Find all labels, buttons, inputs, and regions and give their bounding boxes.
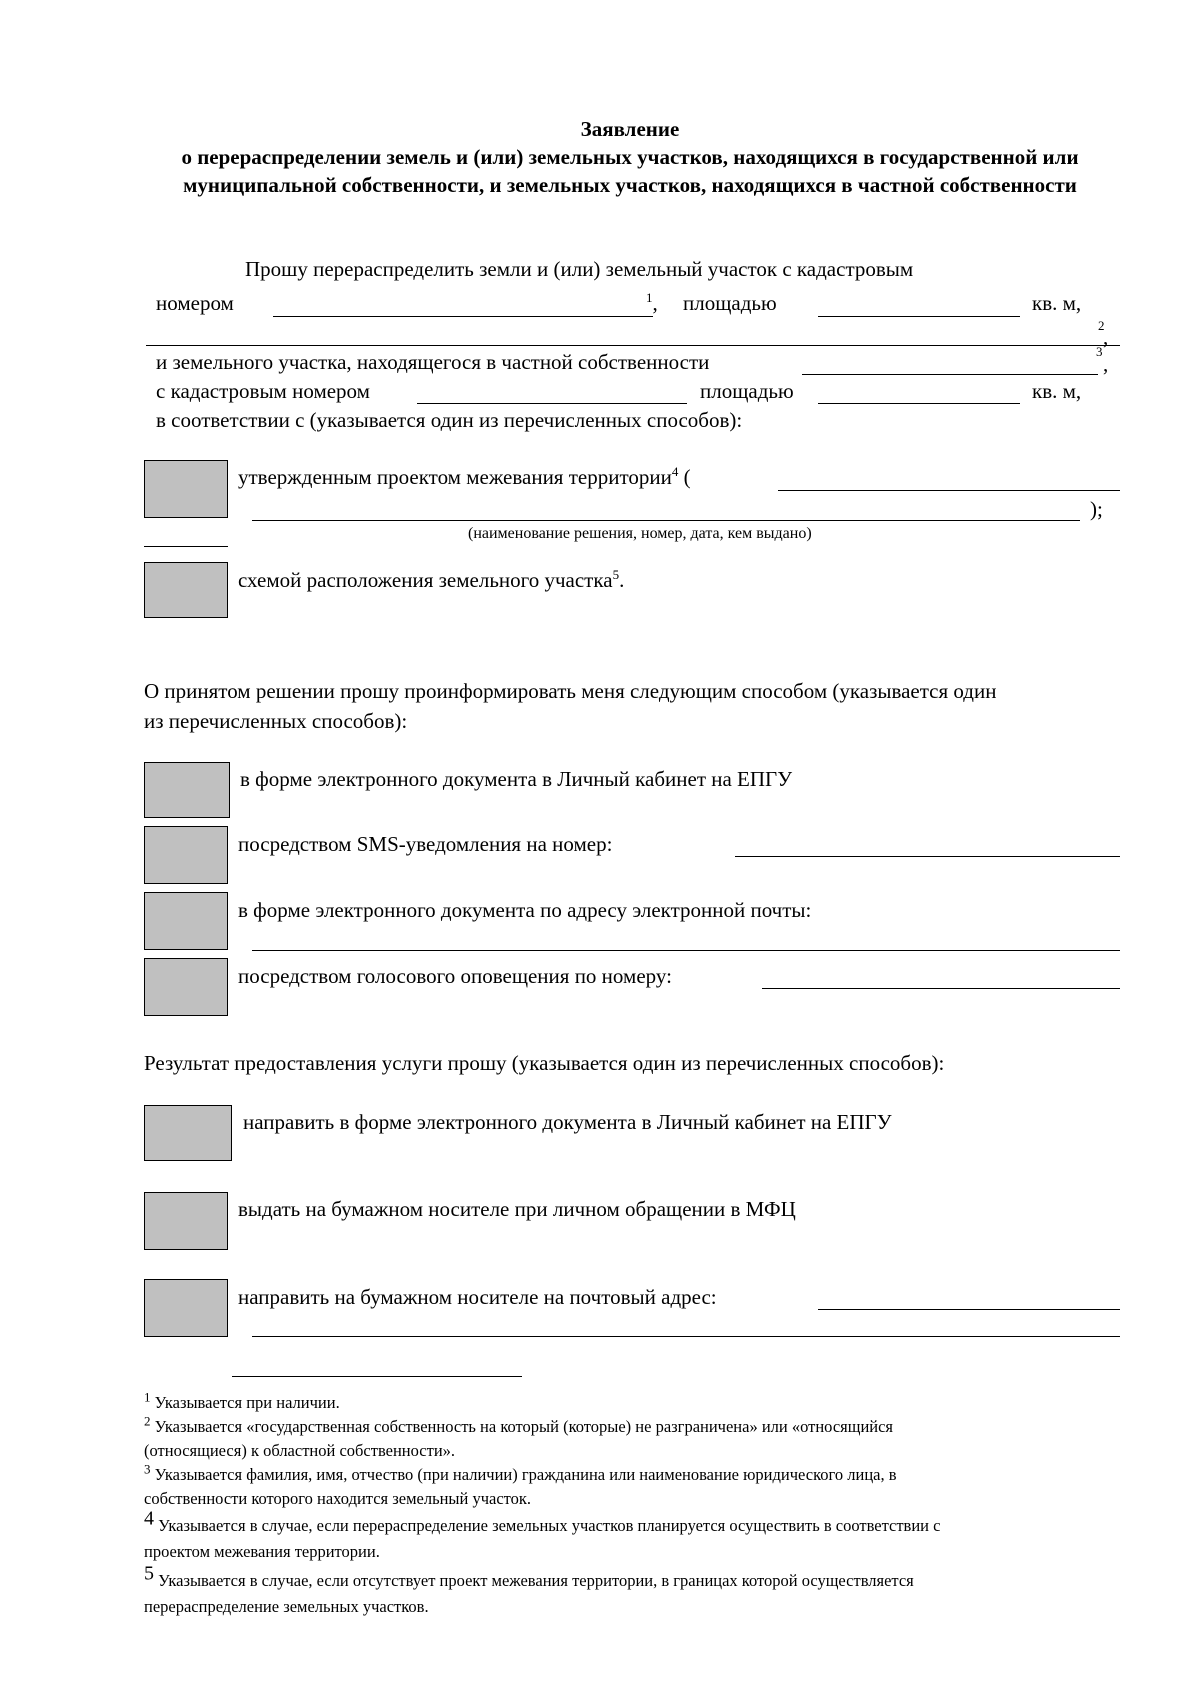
number-label: номером — [156, 291, 234, 315]
title-line-1: Заявление — [580, 117, 680, 141]
footnote-4: 4 Указывается в случае, если перераспределение земельных участков планируется осуществить в соответствии с — [144, 1507, 941, 1535]
result-heading: Результат предоставления услуги прошу (указывается один из перечисленных способов): — [144, 1051, 945, 1075]
title-line-2: о перераспределении земель и (или) земельных участков, находящихся в государственной или муниципальной собственности, и земельных участков, находящихся в частной собственности — [181, 145, 1079, 197]
area-field[interactable] — [818, 316, 1020, 317]
divider-short — [144, 546, 228, 547]
footnote-ref-3: 3 — [1096, 344, 1103, 359]
inform-option-epgu: в форме электронного документа в Личный кабинет на ЕПГУ — [240, 767, 793, 791]
inform-option-voice: посредством голосового оповещения по номеру: — [238, 964, 672, 988]
checkbox-result-mail[interactable] — [144, 1279, 228, 1337]
checkbox-inform-email[interactable] — [144, 892, 228, 950]
close-paren: ); — [1090, 497, 1103, 521]
checkbox-inform-sms[interactable] — [144, 826, 228, 884]
inform-heading-1: О принятом решении прошу проинформировать меня следующим способом (указывается один — [144, 679, 997, 703]
checkbox-result-mfc[interactable] — [144, 1192, 228, 1250]
voice-number-field[interactable] — [762, 988, 1120, 989]
email-field[interactable] — [252, 950, 1120, 951]
result-option-epgu: направить в форме электронного документа в Личный кабинет на ЕПГУ — [243, 1110, 892, 1134]
checkbox-layout-scheme[interactable] — [144, 562, 228, 618]
survey-project-field-2[interactable] — [252, 520, 1080, 521]
sqm-label: кв. м, — [1032, 291, 1082, 315]
area-label-2: площадью — [700, 379, 794, 403]
cadastral-number-field[interactable] — [273, 316, 653, 317]
document-title — [130, 115, 1130, 199]
private-cadastral-field[interactable] — [417, 403, 687, 404]
inform-heading-2: из перечисленных способов): — [144, 709, 408, 733]
footnote-4-cont: проектом межевания территории. — [144, 1542, 380, 1561]
inform-option-email: в форме электронного документа по адресу электронной почты: — [238, 898, 812, 922]
inform-option-sms: посредством SMS-уведомления на номер: — [238, 832, 613, 856]
footnote-1: $^1$ Указывается при наличии. — [144, 1389, 340, 1412]
request-line-1: Прошу перераспределить земли и (или) земельный участок с кадастровым — [245, 257, 914, 281]
cadastral-label: с кадастровым номером — [156, 379, 370, 403]
decision-caption: (наименование решения, номер, дата, кем выдано) — [468, 525, 812, 542]
private-label: и земельного участка, находящегося в частной собственности — [156, 350, 710, 374]
sms-number-field[interactable] — [735, 856, 1120, 857]
footnote-2-cont: (относящиеся) к областной собственности». — [144, 1441, 456, 1460]
checkbox-inform-epgu[interactable] — [144, 762, 230, 818]
checkbox-survey-project[interactable] — [144, 460, 228, 518]
sqm-label-2: кв. м, — [1032, 379, 1082, 403]
result-option-mfc: выдать на бумажном носителе при личном обращении в МФЦ — [238, 1197, 796, 1221]
footnote-ref-2: 2 — [1098, 318, 1105, 333]
footnote-2: $^2$ Указывается «государственная собственность на который (которые) не разграничена» или «относящийся — [144, 1413, 894, 1436]
area-label: площадью — [683, 291, 777, 315]
footnote-5: 5 Указывается в случае, если отсутствует проект межевания территории, в границах которой осуществляется — [144, 1562, 914, 1590]
postal-address-field-2[interactable] — [252, 1336, 1120, 1337]
postal-address-field[interactable] — [818, 1309, 1120, 1310]
checkbox-inform-voice[interactable] — [144, 958, 228, 1016]
owner-field[interactable] — [802, 374, 1098, 375]
land-category-field[interactable] — [146, 345, 1120, 346]
footnote-5-cont: перераспределение земельных участков. — [144, 1597, 429, 1616]
footnote-separator — [232, 1376, 522, 1377]
option-layout-scheme: схемой расположения земельного участка$^5$. — [238, 567, 625, 592]
footnote-3: $^3$ Указывается фамилия, имя, отчество (при наличии) гражданина или наименование юридического лица, в — [144, 1461, 897, 1484]
checkbox-result-epgu[interactable] — [144, 1105, 232, 1161]
footnote-3-cont: собственности которого находится земельный участок. — [144, 1489, 532, 1508]
result-option-mail: направить на бумажном носителе на почтовый адрес: — [238, 1285, 717, 1309]
private-area-field[interactable] — [818, 403, 1020, 404]
footnote-ref-1: $^1$, — [646, 290, 658, 315]
accordance-text: в соответствии с (указывается один из перечисленных способов): — [156, 408, 743, 432]
option-survey-project: утвержденным проектом межевания территории$^4$ ( — [238, 464, 691, 489]
survey-project-field[interactable] — [778, 490, 1120, 491]
comma-3: , — [1103, 352, 1109, 376]
comma-2: , — [1103, 325, 1109, 349]
